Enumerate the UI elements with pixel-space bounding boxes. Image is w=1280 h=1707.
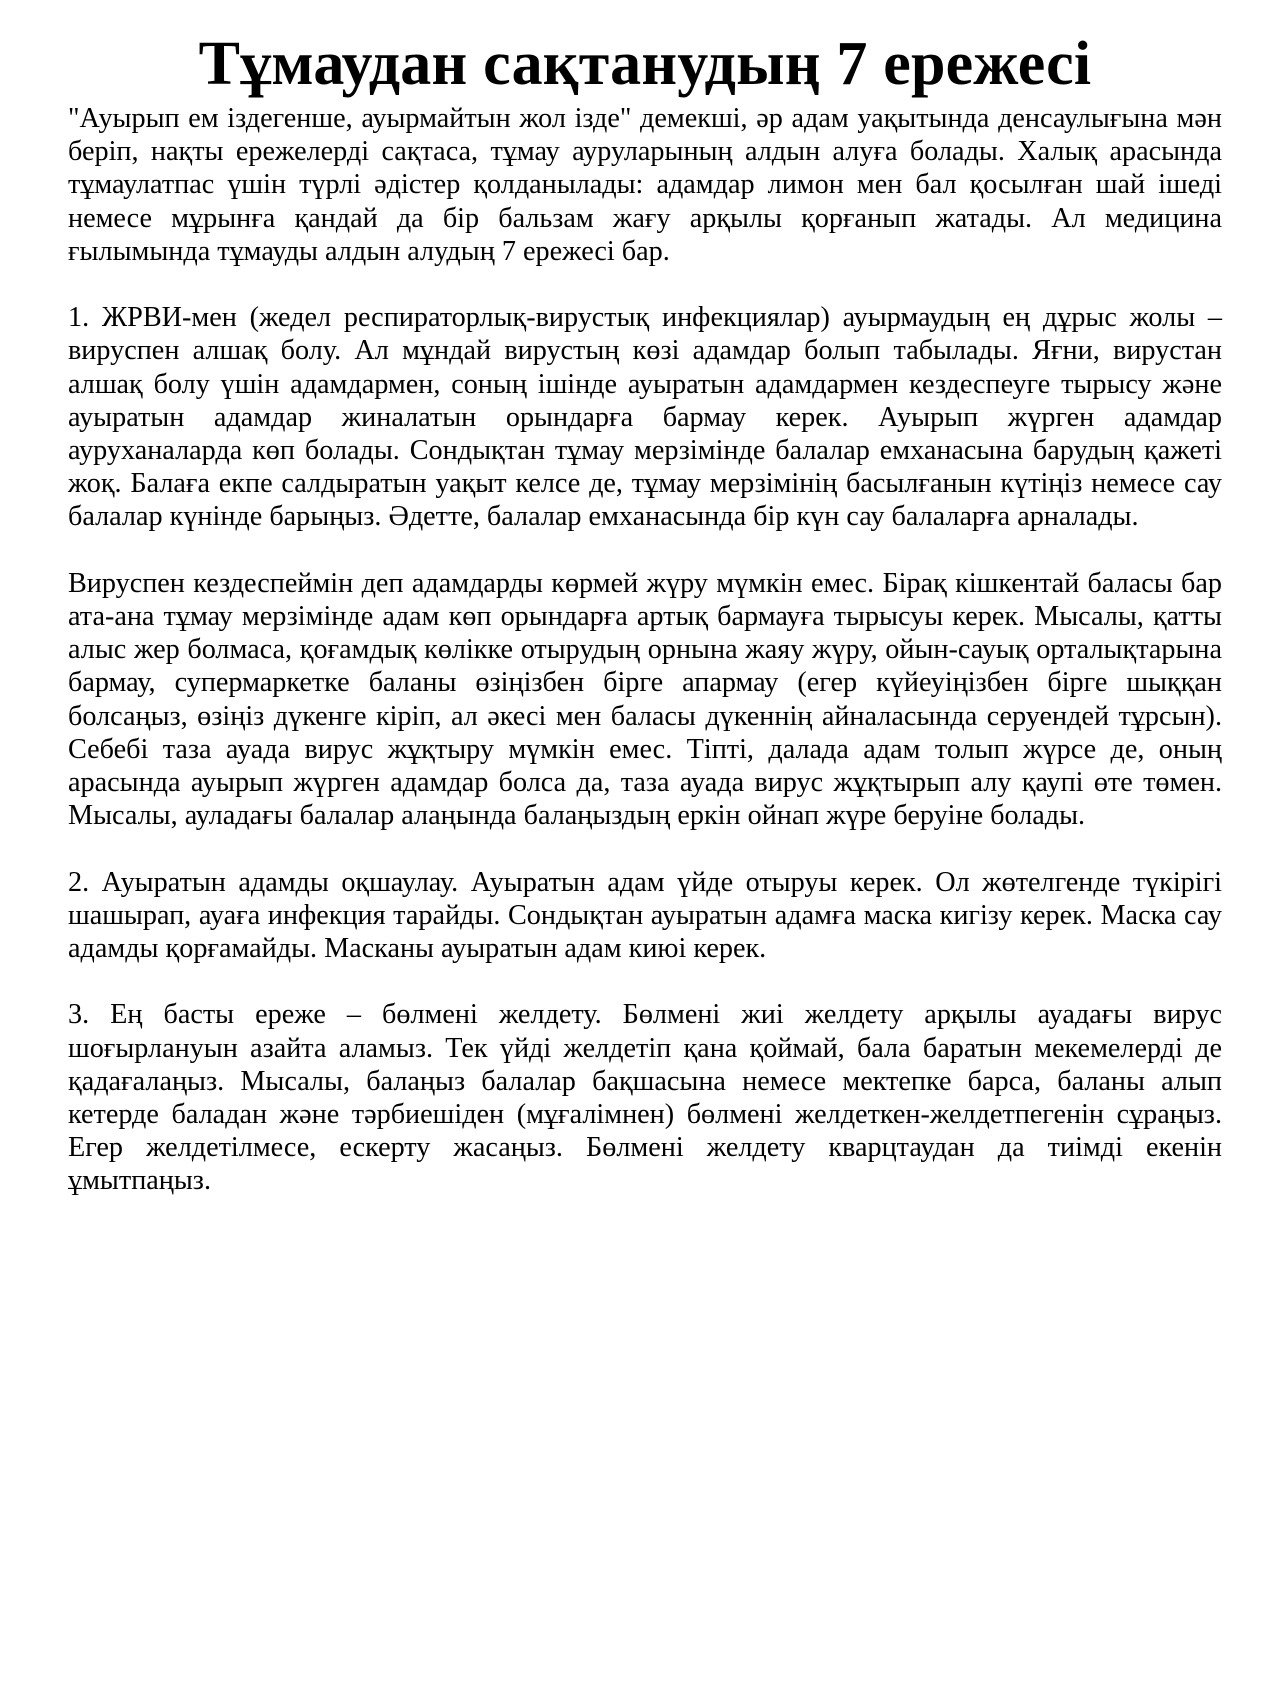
document-title: Тұмаудан сақтанудың 7 ережесі (198, 30, 1092, 98)
rule-3-paragraph: 3. Ең басты ереже – бөлмені желдету. Бөлмені жиі желдету арқылы ауадағы вирус шоғырлануын азайта аламыз. Тек үйді желдетіп қана қоймай, бала баратын мекемелерді де қадағалаңыз. Мысалы, балаңыз балалар бақшасына немесе мектепке барса, баланы алып кетерде баладан және тәрбиешіден (мұғалімнен) бөлмені желдеткен-желдетпегенін сұраңыз. Егер желдетілмесе, ескерту жасаңыз. Бөлмені желдету кварцтаудан да тиімді екенін ұмытпаңыз. (68, 999, 1222, 1197)
rule-2-paragraph: 2. Ауыратын адамды оқшаулау. Ауыратын адам үйде отыруы керек. Ол жөтелгенде түкірігі шашырап, ауаға инфекция тарайды. Сондықтан ауыратын адамға маска кигізу керек. Маска сау адамды қорғамайды. Масканы ауыратын адам киюі керек. (68, 866, 1222, 965)
rule-1-paragraph: 1. ЖРВИ-мен (жедел респираторлық-вирустық инфекциялар) ауырмаудың ең дұрыс жолы – вируспен алшақ болу. Ал мұндай вирустың көзі адамдар болып табылады. Яғни, вирустан алшақ болу үшін адамдармен, соның ішінде ауыратын адамдармен кездеспеуге тырысу және ауыратын адамдар жиналатын орындарға бармау керек. Ауырып жүрген адамдар ауруханаларда көп болады. Сондықтан тұмау мерзімінде балалар емханасына барудың қажеті жоқ. Балаға екпе салдыратын уақыт келсе де, тұмау мерзімінің басылғанын күтіңіз немесе сау балалар күнінде барыңыз. Әдетте, балалар емханасында бір күн сау балаларға арналады. (68, 302, 1222, 533)
document-page (68, 28, 1222, 1198)
intro-paragraph: "Ауырып ем іздегенше, ауырмайтын жол ізде" демекші, әр адам уақытында денсаулығына мән беріп, нақты ережелерді сақтаса, тұмау ауруларының алдын алуға болады. Халық арасында тұмаулатпас үшін түрлі әдістер қолданылады: адамдар лимон мен бал қосылған шай ішеді немесе мұрынға қандай да бір бальзам жағу арқылы қорғанып жатады. Ал медицина ғылымында тұмауды алдын алудың 7 ережесі бар. (68, 103, 1222, 267)
rule-1-continuation-paragraph: Вируспен кездеспеймін деп адамдарды көрмей жүру мүмкін емес. Бірақ кішкентай баласы бар ата-ана тұмау мерзімінде адам көп орындарға артық бармауға тырысуы керек. Мысалы, қатты алыс жер болмаса, қоғамдық көлікке отырудың орнына жаяу жүру, ойын-сауық орталықтарына бармау, супермаркетке баланы өзіңізбен бірге апармау (егер күйеуіңізбен бірге шыққан болсаңыз, өзіңіз дүкенге кіріп, ал әкесі мен баласы дүкеннің айналасында серуендей тұрсын). Себебі таза ауада вирус жұқтыру мүмкін емес. Тіпті, далада адам толып жүрсе де, оның арасында ауырып жүрген адамдар болса да, таза ауада вирус жұқтырып алу қаупі өте төмен. Мысалы, ауладағы балалар алаңында балаңыздың еркін ойнап жүре беруіне болады. (68, 567, 1222, 832)
